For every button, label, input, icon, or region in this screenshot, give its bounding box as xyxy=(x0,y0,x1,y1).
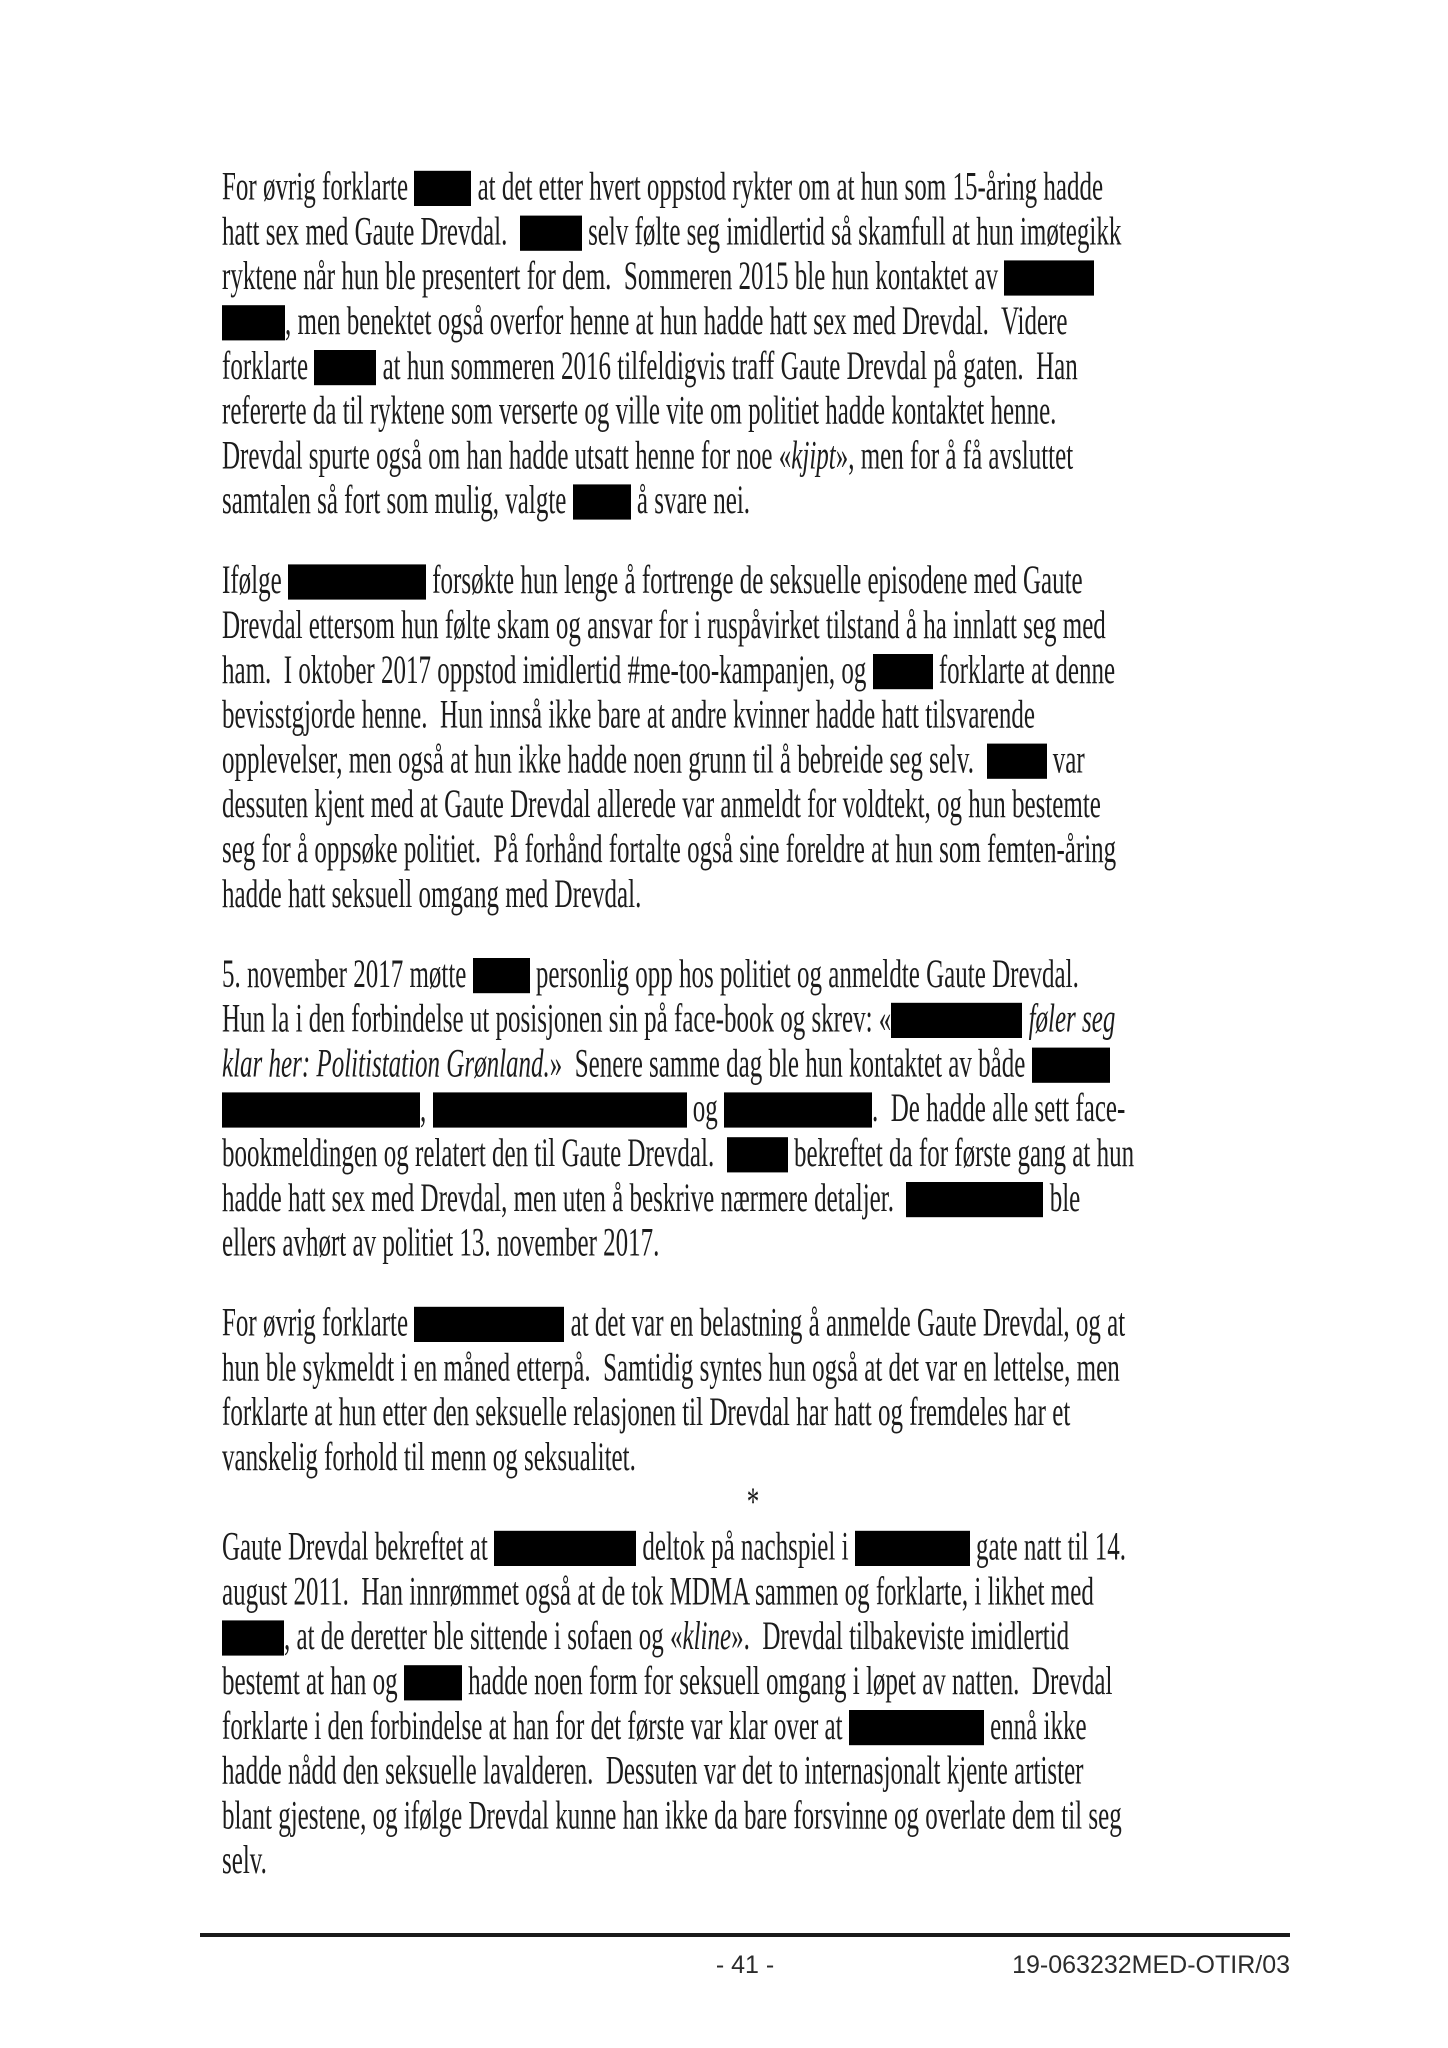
text-line: hadde hatt seksuell omgang med Drevdal. xyxy=(222,873,642,917)
italic-text: føler seg xyxy=(1022,998,1116,1042)
redaction-bar xyxy=(222,1092,420,1127)
text-line: hun ble sykmeldt i en måned etterpå. Samtidig syntes hun også at det var en lettelse, men xyxy=(222,1346,1120,1390)
text-line: hadde hatt sex med Drevdal, men uten å beskrive nærmere detaljer. ble xyxy=(222,1177,1081,1221)
italic-text: kjipt xyxy=(791,434,836,478)
text-line: opplevelser, men også at hun ikke hadde noen grunn til å bebreide seg selv. var xyxy=(222,738,1085,782)
redaction-bar xyxy=(1004,260,1094,295)
text-line: Gaute Drevdal bekreftet at deltok på nachspiel i gate natt til 14. xyxy=(222,1526,1127,1570)
redaction-bar xyxy=(873,654,933,689)
redaction-bar xyxy=(222,305,285,340)
text-line: Drevdal spurte også om han hadde utsatt henne for noe «kjipt», men for å få avsluttet xyxy=(222,434,1074,478)
text-line: refererte da til ryktene som verserte og ville vite om politiet hadde kontaktet henne. xyxy=(222,390,1057,434)
redaction-bar xyxy=(891,1003,1022,1038)
text-line: For øvrig forklarte at det var en belastning å anmelde Gaute Drevdal, og at xyxy=(222,1302,1126,1346)
redaction-bar xyxy=(987,744,1047,779)
redaction-bar xyxy=(849,1710,984,1745)
text-line: vanskelig forhold til menn og seksualitet. xyxy=(222,1436,636,1480)
italic-text: klar her: Politistation Grønland. xyxy=(222,1042,550,1086)
redaction-bar xyxy=(414,1307,564,1342)
text-line: For øvrig forklarte at det etter hvert oppstod rykter om at hun som 15-åring hadde xyxy=(222,166,1104,210)
text-line: , at de deretter ble sittende i sofaen og «kline». Drevdal tilbakeviste imidlertid xyxy=(222,1616,1284,1661)
text-line: Ifølge forsøkte hun lenge å fortrenge de seksuelle episodene med Gaute xyxy=(222,559,1083,603)
redaction-bar xyxy=(414,171,471,206)
redaction-bar xyxy=(404,1665,462,1700)
text-line: ryktene når hun ble presentert for dem. Sommeren 2015 ble hun kontaktet av xyxy=(222,256,1284,301)
text-line: hatt sex med Gaute Drevdal. selv følte seg imidlertid så skamfull at hun imøtegikk xyxy=(222,210,1122,254)
paragraph xyxy=(222,953,1284,1267)
redaction-bar xyxy=(727,1137,788,1172)
text-line: ham. I oktober 2017 oppstod imidlertid #me-too-kampanjen, og forklarte at denne xyxy=(222,649,1116,693)
text-line: klar her: Politistation Grønland.» Senere samme dag ble hun kontaktet av både xyxy=(222,1043,1284,1088)
text-line: samtalen så fort som mulig, valgte å svare nei. xyxy=(222,479,751,523)
text-line: ellers avhørt av politiet 13. november 2017. xyxy=(222,1222,660,1266)
redaction-bar xyxy=(433,1092,687,1127)
paragraph xyxy=(222,1526,1284,1884)
text-line: seg for å oppsøke politiet. På forhånd fortalte også sine foreldre at hun som femten-åring xyxy=(222,828,1117,872)
text-line: , men benektet også overfor henne at hun hadde hatt sex med Drevdal. Videre xyxy=(222,300,1284,345)
text-line: Hun la i den forbindelse ut posisjonen sin på face-book og skrev: « føler seg xyxy=(222,998,1116,1042)
section-separator xyxy=(222,1481,1284,1526)
redaction-bar xyxy=(288,564,426,599)
text-line: 5. november 2017 møtte personlig opp hos politiet og anmeldte Gaute Drevdal. xyxy=(222,953,1079,997)
redaction-bar xyxy=(724,1092,872,1127)
redaction-bar xyxy=(520,216,582,251)
text-line: bookmeldingen og relatert den til Gaute Drevdal. bekreftet da for første gang at hun xyxy=(222,1132,1135,1176)
text-line: bestemt at han og hadde noen form for seksuell omgang i løpet av natten. Drevdal xyxy=(222,1660,1113,1704)
redaction-bar xyxy=(906,1182,1043,1217)
redaction-bar xyxy=(855,1531,970,1566)
italic-text: kline xyxy=(682,1615,732,1659)
redaction-bar xyxy=(573,484,631,519)
text-line: forklarte at hun etter den seksuelle relasjonen til Drevdal har hatt og fremdeles har et xyxy=(222,1391,1071,1435)
redaction-bar xyxy=(222,1620,284,1655)
paragraph xyxy=(222,560,1284,918)
text-line: , og . De hadde alle sett face- xyxy=(222,1088,1284,1133)
text-line: bevisstgjorde henne. Hun innså ikke bare at andre kvinner hadde hatt tilsvarende xyxy=(222,694,1035,738)
footer-rule xyxy=(200,1933,1290,1937)
text-line: dessuten kjent med at Gaute Drevdal allerede var anmeldt for voldtekt, og hun bestemte xyxy=(222,783,1101,827)
text-line: * xyxy=(746,1481,760,1525)
paragraph xyxy=(222,1302,1284,1481)
paragraph xyxy=(222,166,1284,524)
page-number: - 41 - xyxy=(715,1951,775,1979)
case-number: 19-063232MED-OTIR/03 xyxy=(1012,1951,1290,1979)
text-line: blant gjestene, og ifølge Drevdal kunne han ikke da bare forsvinne og overlate dem til seg xyxy=(222,1794,1122,1838)
redaction-bar xyxy=(314,350,376,385)
text-line: hadde nådd den seksuelle lavalderen. Dessuten var det to internasjonalt kjente artister xyxy=(222,1750,1084,1794)
text-line: forklarte i den forbindelse at han for det første var klar over at ennå ikke xyxy=(222,1705,1087,1749)
redaction-bar xyxy=(1032,1048,1110,1083)
text-line: forklarte at hun sommeren 2016 tilfeldigvis traff Gaute Drevdal på gaten. Han xyxy=(222,345,1078,389)
text-line: selv. xyxy=(222,1839,267,1883)
text-line: Drevdal ettersom hun følte skam og ansvar for i ruspåvirket tilstand å ha innlatt seg med xyxy=(222,604,1106,648)
text-line: august 2011. Han innrømmet også at de tok MDMA sammen og forklarte, i likhet med xyxy=(222,1570,1094,1614)
redaction-bar xyxy=(494,1531,636,1566)
redaction-bar xyxy=(473,958,530,993)
document-body xyxy=(222,166,1284,1884)
